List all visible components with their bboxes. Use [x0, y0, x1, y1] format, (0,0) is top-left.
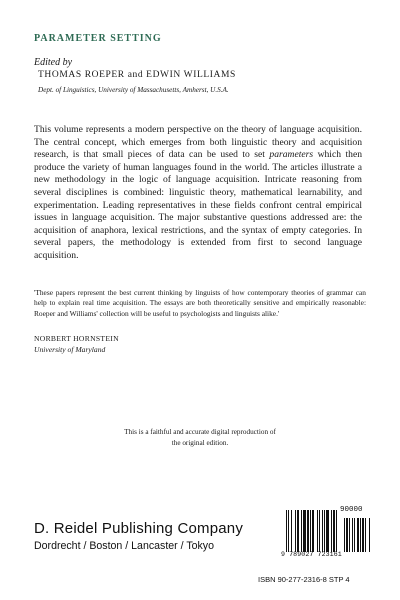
- review-quote: 'These papers represent the best current thinking by linguists of how contemporary theories of grammar can help to explain real time acquisition. The essays are both theoretically sensitive and empirically reasonable: Roeper and Williams' collection will be useful to psychologists and linguists alike.': [34, 288, 366, 318]
- barcode-addon-bar: [349, 518, 350, 552]
- description-part-1: This volume represents a modern perspective on the theory of language acquisition. The central concept, which emerges from both linguistic theory and acquisition research, is that small pieces of data can be used to set: [34, 124, 362, 161]
- editors-affiliation: Dept. of Linguistics, University of Massachusetts, Amherst, U.S.A.: [38, 86, 229, 94]
- barcode-bar: [291, 510, 292, 552]
- description-emphasis: parameters: [269, 149, 314, 161]
- barcode-addon-bar: [346, 518, 348, 552]
- isbn-line: ISBN 90-277-2316-8 STP 4: [258, 575, 350, 584]
- edited-by-label: Edited by: [34, 57, 73, 68]
- barcode-bar: [297, 510, 299, 552]
- barcode-addon-bar: [344, 518, 345, 552]
- barcode-addon-bar: [357, 518, 359, 552]
- barcode-ean-digits: 9 789027 723161: [281, 551, 342, 558]
- barcode-bar: [312, 510, 314, 552]
- barcode-bar: [301, 510, 302, 552]
- barcode-bar: [286, 510, 287, 552]
- barcode-bar: [324, 510, 325, 552]
- reviewer-name: NORBERT HORNSTEIN: [34, 334, 119, 343]
- publisher-name: D. Reidel Publishing Company: [34, 520, 244, 537]
- reproduction-note: This is a faithful and accurate digital reproduction of the original edition.: [124, 428, 276, 447]
- barcode-bar: [333, 510, 335, 552]
- barcode-bar: [295, 510, 296, 552]
- book-title: PARAMETER SETTING: [34, 33, 162, 44]
- barcode-price-code: 90000: [340, 506, 363, 514]
- barcode-bar: [288, 510, 289, 552]
- barcode-addon-bar: [354, 518, 355, 552]
- publisher-cities: Dordrecht / Boston / Lancaster / Tokyo: [34, 540, 214, 552]
- barcode-addon-bar: [369, 518, 370, 552]
- barcode-addon-bar: [362, 518, 364, 552]
- barcode-bar: [303, 510, 306, 552]
- barcode-bar: [307, 510, 309, 552]
- description-part-2: which then produce the variety of human languages found in the world. The articles illustrate a new methodology in the logic of language acquisition. Intricate reasoning from several disciplines is combined: linguistic theory, mathematical learnability, and experimentation. Leading representatives in these fields confront central empirical issues in language acquisition. The major substantive questions addressed are: the acquisition of anaphora, lexical restrictions, and the syntax of empty categories. In several papers, the methodology is extended from first to second language acquisition.: [34, 149, 363, 261]
- barcode-bar: [317, 510, 318, 552]
- editors-names: THOMAS ROEPER and EDWIN WILLIAMS: [38, 70, 236, 80]
- barcode-bar: [310, 510, 311, 552]
- barcode-bar: [326, 510, 329, 552]
- barcode-addon-bar: [352, 518, 353, 552]
- barcode-bar: [319, 510, 320, 552]
- barcode-bar: [331, 510, 332, 552]
- barcode-addon-bar: [360, 518, 361, 552]
- barcode-addon-bar: [365, 518, 366, 552]
- barcode-bar: [336, 510, 337, 552]
- reviewer-affiliation: University of Maryland: [34, 345, 106, 354]
- barcode-bar: [322, 510, 323, 552]
- book-description: [34, 124, 362, 263]
